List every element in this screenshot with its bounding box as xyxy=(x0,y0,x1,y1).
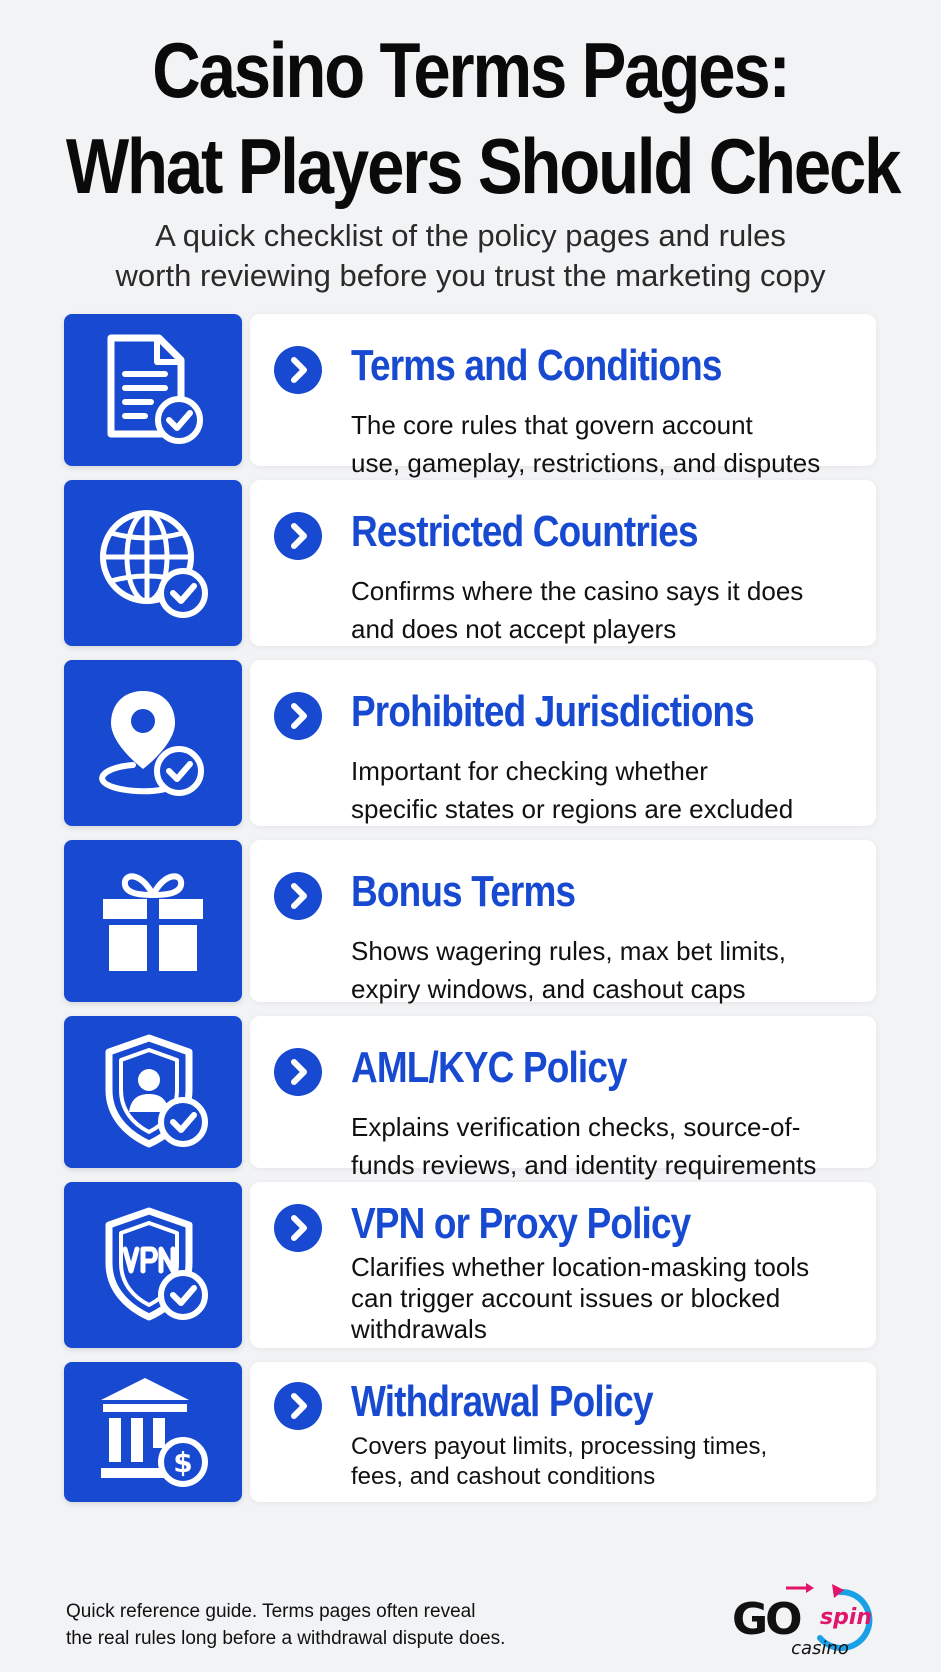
desc-line: use, gameplay, restrictions, and disputes xyxy=(351,448,821,478)
icon-tile xyxy=(64,660,242,826)
logo-casino-text: casino xyxy=(791,1638,849,1659)
item-title: VPN or Proxy Policy xyxy=(351,1199,691,1248)
desc-line: Explains verification checks, source-of- xyxy=(351,1112,801,1142)
footer-line-2: the real rules long before a withdrawal dispute does. xyxy=(66,1628,506,1649)
desc-line: Confirms where the casino says it does xyxy=(351,576,804,606)
gospin-casino-logo xyxy=(728,1580,904,1660)
document-check-icon xyxy=(93,330,213,450)
item-title: Prohibited Jurisdictions xyxy=(351,687,754,736)
icon-tile xyxy=(64,1182,242,1348)
item-description xyxy=(351,932,821,1008)
desc-line: specific states or regions are excluded xyxy=(351,794,794,824)
item-title: Terms and Conditions xyxy=(351,341,722,390)
item-description xyxy=(351,752,821,828)
location-pin-check-icon xyxy=(93,683,213,803)
vpn-shield-check-icon xyxy=(93,1205,213,1325)
chevron-right-icon xyxy=(274,346,322,394)
icon-tile xyxy=(64,480,242,646)
item-title: Withdrawal Policy xyxy=(351,1377,653,1426)
shield-user-check-icon xyxy=(93,1032,213,1152)
checklist-card xyxy=(250,840,876,1002)
checklist-card xyxy=(250,1016,876,1180)
icon-tile xyxy=(64,1016,242,1168)
checklist-card xyxy=(250,1362,876,1502)
desc-line: can trigger account issues or blocked xyxy=(351,1283,781,1313)
chevron-right-icon xyxy=(274,1048,322,1096)
desc-line: Important for checking whether xyxy=(351,756,708,786)
footer-note xyxy=(66,1598,505,1652)
page-subtitle-line-1: A quick checklist of the policy pages and rules xyxy=(155,218,786,253)
chevron-right-icon xyxy=(274,872,322,920)
footer-line-1: Quick reference guide. Terms pages often reveal xyxy=(66,1601,476,1622)
desc-line: The core rules that govern account xyxy=(351,410,753,440)
logo-spin-text: spin xyxy=(819,1605,873,1630)
checklist-item-withdrawal xyxy=(64,1362,876,1502)
checklist-card xyxy=(250,480,876,646)
checklist-card xyxy=(250,314,876,478)
page-subtitle xyxy=(0,216,941,296)
icon-tile xyxy=(64,840,242,1002)
chevron-right-icon xyxy=(274,512,322,560)
logo-graphic xyxy=(728,1580,904,1660)
checklist-item-vpn-proxy xyxy=(64,1182,876,1348)
globe-check-icon xyxy=(93,503,213,623)
page-title-line-1: Casino Terms Pages: xyxy=(152,26,789,114)
chevron-right-icon xyxy=(274,692,322,740)
desc-line: and does not accept players xyxy=(351,614,677,644)
page-subtitle-line-2: worth reviewing before you trust the marketing copy xyxy=(115,258,826,293)
item-title: Restricted Countries xyxy=(351,507,698,556)
page-title xyxy=(65,22,900,214)
chevron-right-icon xyxy=(274,1382,322,1430)
bank-dollar-icon xyxy=(93,1372,213,1492)
icon-tile xyxy=(64,314,242,466)
item-title: AML/KYC Policy xyxy=(351,1043,627,1092)
desc-line: withdrawals xyxy=(351,1314,487,1344)
desc-line: funds reviews, and identity requirements xyxy=(351,1150,817,1180)
item-description xyxy=(351,406,821,482)
checklist-card xyxy=(250,660,876,826)
item-title: Bonus Terms xyxy=(351,867,576,916)
desc-line: Shows wagering rules, max bet limits, xyxy=(351,936,786,966)
checklist-item-restricted-countries xyxy=(64,480,876,646)
item-description xyxy=(351,1252,821,1345)
item-description xyxy=(351,1108,821,1184)
checklist-item-prohibited-jurisdictions xyxy=(64,660,876,826)
checklist-item-bonus-terms xyxy=(64,840,876,1002)
desc-line: expiry windows, and cashout caps xyxy=(351,974,746,1004)
desc-line: Clarifies whether location-masking tools xyxy=(351,1252,810,1282)
desc-line: Covers payout limits, processing times, xyxy=(351,1433,768,1460)
logo-go-text: GO xyxy=(732,1594,800,1645)
chevron-right-icon xyxy=(274,1204,322,1252)
item-description xyxy=(351,572,821,648)
svg-text:$: $ xyxy=(173,1446,193,1479)
item-description xyxy=(351,1432,821,1492)
gift-icon xyxy=(93,861,213,981)
checklist-item-aml-kyc xyxy=(64,1016,876,1180)
desc-line: fees, and cashout conditions xyxy=(351,1463,656,1490)
page-title-line-2: What Players Should Check xyxy=(65,122,900,210)
checklist-item-terms xyxy=(64,314,876,478)
icon-tile xyxy=(64,1362,242,1502)
checklist-card xyxy=(250,1182,876,1348)
